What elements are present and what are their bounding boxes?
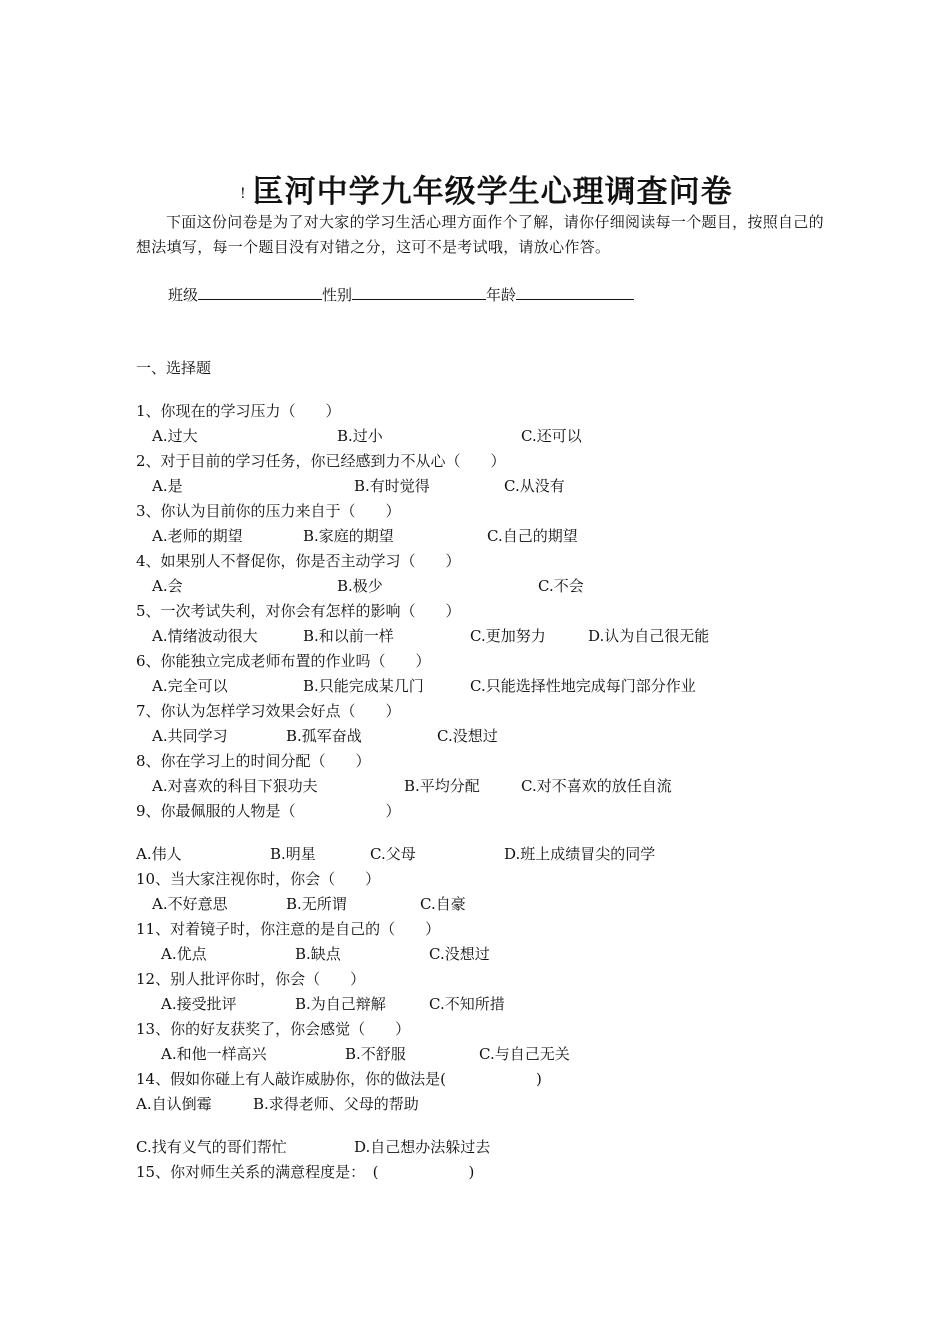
option-1b[interactable]: B.过小 [337,427,383,445]
option-11c[interactable]: C.没想过 [429,945,490,963]
option-14d[interactable]: D.自己想办法躲过去 [354,1138,491,1156]
question-11: 11、对着镜子时，你注意的是自己的（ ） [136,920,441,938]
question-7: 7、你认为怎样学习效果会好点（ ） [136,702,401,720]
question-10: 10、当大家注视你时，你会（ ） [136,870,381,888]
question-5: 5、一次考试失利，对你会有怎样的影响（ ） [136,602,461,620]
option-10a[interactable]: A.不好意思 [152,895,228,913]
question-8: 8、你在学习上的时间分配（ ） [136,752,371,770]
option-9d[interactable]: D.班上成绩冒尖的同学 [504,845,656,863]
intro-paragraph: 下面这份问卷是为了对大家的学习生活心理方面作个了解，请你仔细阅读每一个题目，按照自己的想法填写，每一个题目没有对错之分，这可不是考试哦，请放心作答。 [136,213,824,256]
title-mark: ! [240,185,247,202]
option-11b[interactable]: B.缺点 [295,945,341,963]
question-15: 15、你对师生关系的满意程度是： ( ) [136,1163,475,1181]
option-12c[interactable]: C.不知所措 [429,995,505,1013]
question-4: 4、如果别人不督促你，你是否主动学习（ ） [136,552,461,570]
option-12b[interactable]: B.为自己辩解 [295,995,386,1013]
option-9a[interactable]: A.伟人 [136,845,182,863]
option-1a[interactable]: A.过大 [152,427,198,445]
option-2b[interactable]: B.有时觉得 [354,477,430,495]
option-2a[interactable]: A.是 [152,477,183,495]
option-2c[interactable]: C.从没有 [504,477,565,495]
title-text: 匡河中学九年级学生心理调查问卷 [252,174,733,210]
option-12a[interactable]: A.接受批评 [161,995,237,1013]
option-13a[interactable]: A.和他一样高兴 [161,1045,267,1063]
option-4b[interactable]: B.极少 [337,577,383,595]
option-4c[interactable]: C.不会 [538,577,584,595]
option-3c[interactable]: C.自己的期望 [487,527,578,545]
option-11a[interactable]: A.优点 [161,945,207,963]
info-fields [168,284,634,305]
section-heading: 一、选择题 [136,359,212,377]
question-13: 13、你的好友获奖了，你会感觉（ ） [136,1020,411,1038]
option-8a[interactable]: A.对喜欢的科目下狠功夫 [152,777,318,795]
option-13b[interactable]: B.不舒服 [345,1045,406,1063]
age-blank[interactable] [516,285,634,300]
option-3a[interactable]: A.老师的期望 [152,527,243,545]
option-6b[interactable]: B.只能完成某几门 [303,677,424,695]
option-14b[interactable]: B.求得老师、父母的帮助 [253,1095,419,1113]
option-4a[interactable]: A.会 [152,577,183,595]
class-label: 班级 [168,286,199,304]
option-8b[interactable]: B.平均分配 [404,777,480,795]
age-label: 年龄 [486,286,517,304]
option-6a[interactable]: A.完全可以 [152,677,228,695]
option-9b[interactable]: B.明星 [270,845,316,863]
option-10b[interactable]: B.无所谓 [286,895,347,913]
option-5d[interactable]: D.认为自己很无能 [588,627,710,645]
option-3b[interactable]: B.家庭的期望 [303,527,394,545]
gender-blank[interactable] [352,285,486,300]
option-5a[interactable]: A.情绪波动很大 [152,627,258,645]
question-12: 12、别人批评你时，你会（ ） [136,970,366,988]
option-5c[interactable]: C.更加努力 [470,627,546,645]
option-8c[interactable]: C.对不喜欢的放任自流 [521,777,672,795]
option-14a[interactable]: A.自认倒霉 [136,1095,212,1113]
option-14c[interactable]: C.找有义气的哥们帮忙 [136,1138,287,1156]
option-6c[interactable]: C.只能选择性地完成每门部分作业 [470,677,696,695]
option-13c[interactable]: C.与自己无关 [479,1045,570,1063]
question-9: 9、你最佩服的人物是（ ） [136,802,401,820]
question-3: 3、你认为目前你的压力来自于（ ） [136,502,401,520]
option-7b[interactable]: B.孤军奋战 [286,727,362,745]
question-6: 6、你能独立完成老师布置的作业吗（ ） [136,652,431,670]
option-7c[interactable]: C.没想过 [437,727,498,745]
question-1: 1、你现在的学习压力（ ） [136,402,341,420]
page-title [240,166,733,211]
option-5b[interactable]: B.和以前一样 [303,627,394,645]
option-10c[interactable]: C.自豪 [420,895,466,913]
question-2: 2、对于目前的学习任务，你已经感到力不从心（ ） [136,452,506,470]
gender-label: 性别 [322,286,353,304]
question-14: 14、假如你碰上有人敲诈威胁你，你的做法是( ) [136,1070,542,1088]
option-1c[interactable]: C.还可以 [521,427,582,445]
option-9c[interactable]: C.父母 [370,845,416,863]
option-7a[interactable]: A.共同学习 [152,727,228,745]
class-blank[interactable] [198,285,322,300]
